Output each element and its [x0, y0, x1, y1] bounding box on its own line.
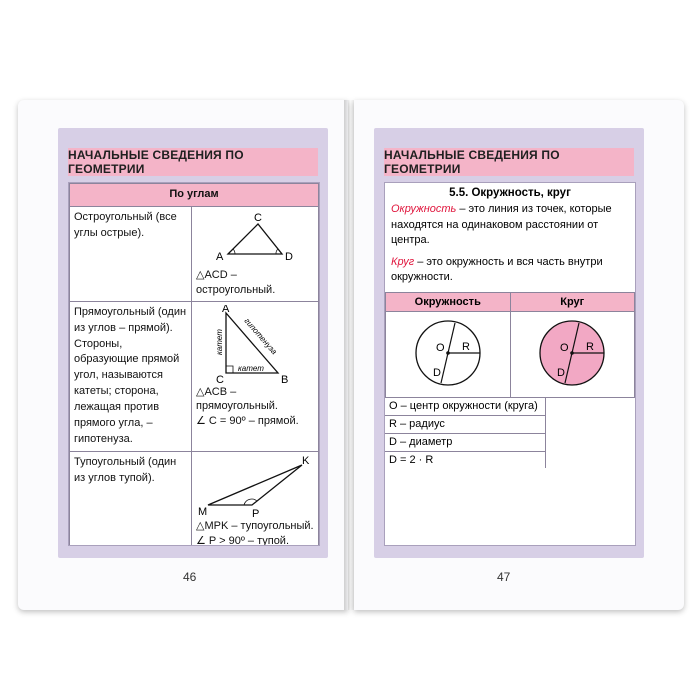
center-o-label: O	[435, 342, 445, 355]
legend-item: O – центр окружности (круга)	[385, 398, 545, 416]
vertex-p-label: P	[252, 508, 260, 520]
term-disk: Круг	[391, 255, 415, 268]
obtuse-description: Тупоугольный (один из углов тупой).	[70, 452, 192, 546]
diameter-d-label: D	[432, 367, 441, 380]
obtuse-figure-cell	[192, 452, 319, 546]
radius-r-label: R	[461, 341, 470, 354]
vertex-b-label: B	[281, 373, 289, 385]
table-header: По углам	[70, 184, 319, 207]
angle-classification-table-box	[68, 182, 320, 546]
acute-triangle-figure	[196, 210, 314, 268]
vertex-c-label: C	[254, 211, 262, 224]
acute-description: Остроугольный (все углы острые).	[70, 206, 192, 301]
leg-label-horizontal: катет	[238, 363, 264, 373]
vertex-c-label: C	[216, 373, 224, 385]
right-triangle-figure	[196, 305, 314, 385]
right-caption-1: △ACB – прямоугольный.	[196, 385, 278, 413]
angle-table	[69, 183, 319, 546]
vertex-a-label: A	[222, 304, 230, 315]
legend-item: D – диаметр	[385, 434, 545, 452]
circumference-figure	[389, 314, 507, 392]
open-book	[18, 100, 684, 620]
center-o-label: O	[560, 342, 569, 355]
obtuse-triangle-figure	[196, 455, 314, 519]
left-page-number: 46	[183, 570, 197, 584]
right-panel	[374, 128, 644, 558]
right-figure-cell	[192, 301, 319, 451]
left-header-banner: НАЧАЛЬНЫЕ СВЕДЕНИЯ ПО ГЕОМЕТРИИ	[68, 148, 318, 176]
right-header-banner: НАЧАЛЬНЫЕ СВЕДЕНИЯ ПО ГЕОМЕТРИИ	[384, 148, 634, 176]
vertex-m-label: M	[198, 506, 208, 519]
left-panel	[58, 128, 328, 558]
circle-table	[385, 292, 635, 398]
section-title: 5.5. Окружность, круг	[449, 187, 571, 199]
circumference-figure-cell	[386, 312, 511, 398]
left-page	[18, 100, 348, 610]
circle-line-definition	[391, 202, 629, 249]
definition-text: – это линия из точек, которые находятся на одинаковом расстоянии от центра.	[391, 203, 612, 247]
disk-figure-cell	[510, 312, 635, 398]
vertex-k-label: K	[302, 455, 310, 468]
acute-caption: △ACD – остроугольный.	[196, 268, 276, 296]
hypotenuse-label: гипотенуза	[242, 316, 279, 356]
legend-list	[385, 398, 545, 468]
radius-r-label: R	[586, 341, 595, 354]
legend-item: R – радиус	[385, 416, 545, 434]
leg-label-vertical: катет	[215, 328, 224, 355]
term-circumference: Окружность	[391, 203, 457, 215]
vertex-d-label: D	[285, 250, 293, 263]
disk-definition	[391, 255, 629, 286]
right-caption-2: ∠ C = 90º – прямой.	[196, 415, 299, 428]
definition-text: – это окружность и вся часть внутри окружности.	[391, 255, 603, 284]
right-page-number: 47	[497, 570, 511, 584]
disk-figure	[513, 314, 631, 392]
right-description: Прямоугольный (один из углов – прямой). Стороны, образующие прямой угол, называются катеты; сторона, лежащая против прямого угла, – гипотенуза.	[70, 301, 192, 451]
right-page	[354, 100, 684, 610]
vertex-a-label: A	[216, 250, 224, 263]
legend-box	[385, 398, 546, 468]
col-header-disk: Круг	[510, 293, 635, 312]
diameter-d-label: D	[557, 367, 566, 380]
acute-figure-cell	[192, 206, 319, 301]
circle-section-box	[384, 182, 636, 546]
legend-item: D = 2 · R	[389, 453, 434, 466]
obtuse-caption-2: ∠ P > 90º – тупой.	[196, 534, 290, 546]
obtuse-caption-1: △MPK – тупоугольный.	[196, 520, 314, 533]
col-header-circumference: Окружность	[386, 293, 511, 312]
